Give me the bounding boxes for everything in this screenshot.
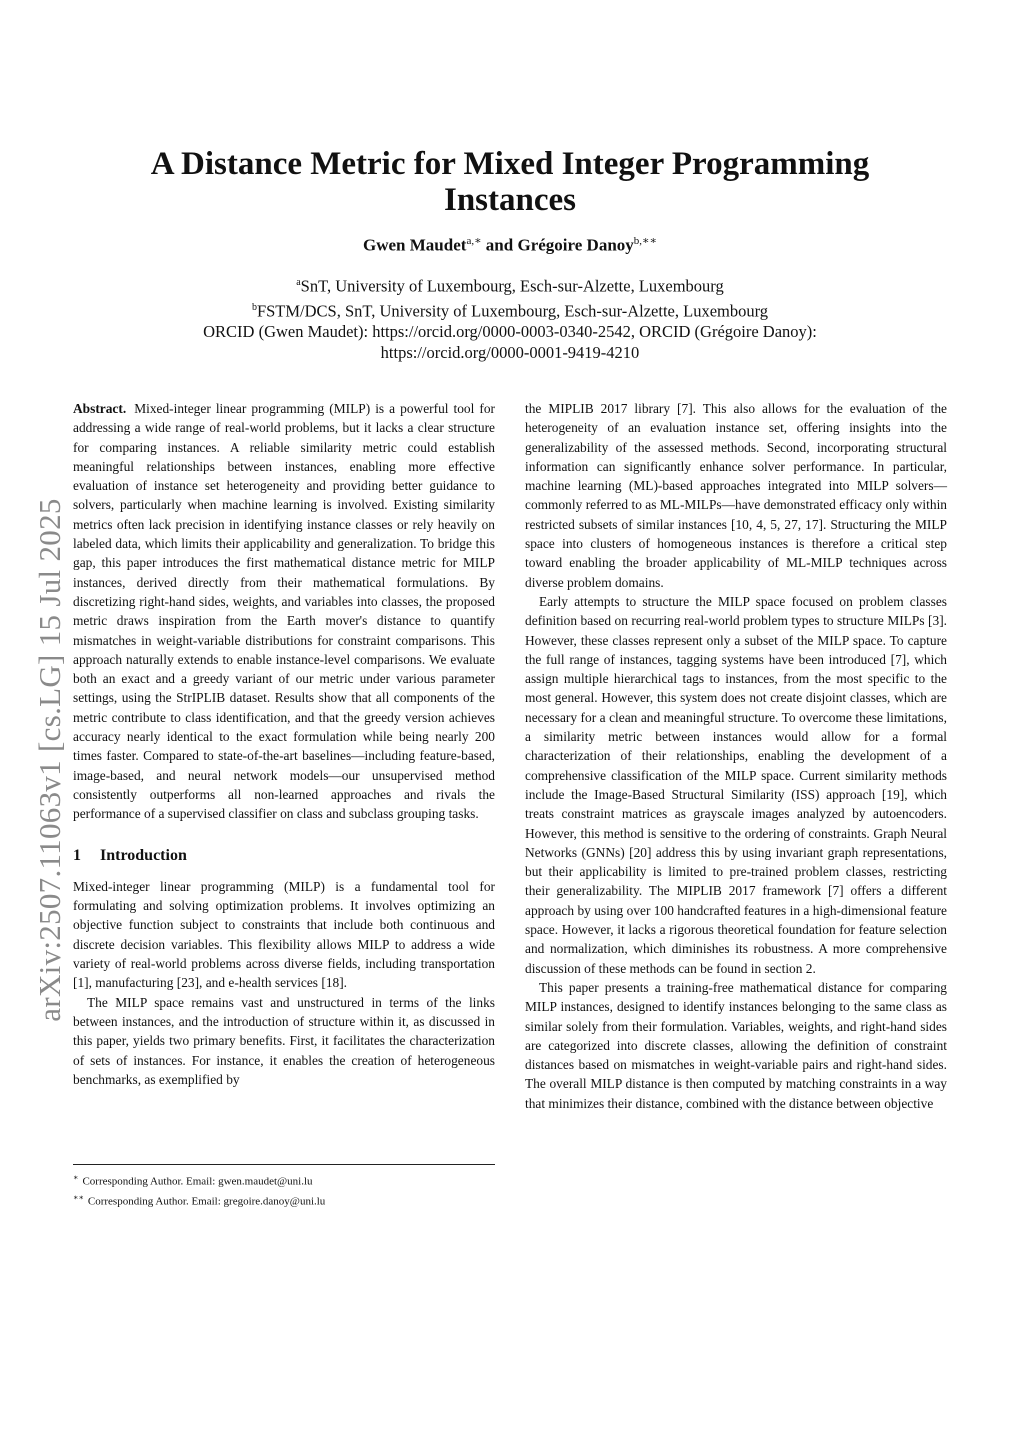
affiliation-b-text: FSTM/DCS, SnT, University of Luxembourg, Esch-sur-Alzette, Luxembourg (256, 301, 769, 320)
right-column (525, 399, 947, 1113)
abstract-text: Mixed-integer linear programming (MILP) is a powerful tool for addressing a wide range of real-world problems, but it lacks a clear structure for comparing instances. A reliable similarity metric could establish meaningful relationships between instances, enabling more effective evaluation of instance set heterogeneity and providing better guidance to solvers, particularly when machine learning is involved. Existing similarity metrics often lack precision in identifying instance classes or rely heavily on labeled data, which limits their applicability and generalization. To bridge this gap, this paper introduces the first mathematical distance metric for MILP instances, derived directly from their mathematical formulations. By discretizing right-hand sides, weights, and variables into classes, the proposed metric draws inspiration from the Earth mover's distance to quantify mismatches in weight-variable distributions for constraint comparisons. This approach naturally extends to enable instance-level comparisons. We evaluate both an exact and a greedy variant of our metric under various parameter settings, using the StrIPLIB dataset. Results show that all components of the metric contribute to class identification, and that the greedy version achieves accuracy nearly identical to the exact formulation while being nearly 200 times faster. Compared to state-of-the-art baselines—including feature-based, image-based, and neural network models—our unsupervised method consistently outperforms all non-learned approaches and rivals the performance of a supervised classifier on class and subclass grouping tasks. (73, 401, 495, 822)
section-heading-introduction (73, 846, 495, 865)
abstract-label: Abstract. (73, 401, 127, 416)
title-line-1: A Distance Metric for Mixed Integer Programming (150, 146, 870, 182)
affiliation-b-mark: b (251, 301, 257, 313)
affiliation-a (120, 272, 900, 297)
intro-paragraph-2: The MILP space remains vast and unstructured in terms of the links between instances, and the introduction of structure within it, as discussed in this paper, yields two primary benefits. First, it facilitates the characterization of sets of instances. For instance, it enables the creation of heterogeneous benchmarks, as exemplified by (73, 994, 495, 1087)
section-number: 1 (73, 846, 81, 864)
footnote-1-text: Corresponding Author. Email: gwen.maudet@uni.lu (82, 1175, 313, 1188)
left-column (73, 399, 495, 1089)
affiliation-a-mark: a (296, 277, 301, 288)
affiliations (120, 272, 900, 363)
author-1-name: Gwen Maudet (363, 235, 467, 255)
affiliation-a-text: SnT, University of Luxembourg, Esch-sur-Alzette, Luxembourg (300, 276, 724, 296)
right-paragraph-3: This paper presents a training-free mathematical distance for comparing MILP instances, designed to identify instances belonging to the same class as similar solely from their formulation. Variables, weights, and right-hand sides are categorized into discrete classes, allowing the definition of constraint distances based on mismatches in weight-variable pairs and right-hand sides. The overall MILP distance is then computed by matching constraints in a way that minimizes their distance, combined with the distance between objective (525, 979, 947, 1111)
intro-paragraph-1: Mixed-integer linear programming (MILP) is a fundamental tool for formulating and solving optimization problems. It involves optimizing an objective function subject to constraints that include both continuous and discrete decision variables. This flexibility allows MILP to address a wide variety of real-world problems across diverse fields, including transportation [1], manufacturing [23], and e-health services [18]. (73, 878, 495, 991)
affiliation-b (120, 297, 900, 322)
footnote-1-mark: ∗ (73, 1173, 79, 1182)
footnote-rule (73, 1164, 495, 1165)
footnote-2 (73, 1190, 495, 1210)
title-line-2: Instances (443, 182, 577, 218)
right-paragraph-1: the MIPLIB 2017 library [7]. This also allows for the evaluation of the heterogeneity of an evaluation instance set, offering insights into the generalizability of the assessed methods. Second, incorporating structural information can significantly enhance solver performance. In particular, machine learning (ML)-based approaches integrated into MILP solvers—commonly referred to as ML-MILPs—have demonstrated efficacy only within restricted subsets of similar instances [10, 4, 5, 27, 17]. Structuring the MILP space into clusters of homogeneous instances is therefore a critical step toward enabling the broader applicability of ML-MILP techniques across diverse problem domains. (525, 401, 947, 590)
orcid-line-2: https://orcid.org/0000-0001-9419-4210 (380, 343, 640, 362)
authors-and: and (485, 235, 514, 255)
right-paragraph-2: Early attempts to structure the MILP space focused on problem classes definition based on recurring real-world problem types to structure MILPs [3]. However, these classes represent only a subset of the MILP space. To capture the full range of instances, tagging systems have been introduced [7], which assign multiple hierarchical tags to instances, from the most specific to the most general. However, this system does not create disjoint classes, which are necessary for a clean and meaningful structure. To overcome these limitations, a similarity metric between instances would allow for a formal characterization of their relationships, enabling the development of a comprehensive classification of the MILP space. Current similarity methods include the Image-Based Structural Similarity (ISS) approach [19], which treats constraint matrices as grayscale images analyzed by autoencoders. However, this method is sensitive to the ordering of constraints. Graph Neural Networks (GNNs) [20] address this by using invariant graph representations, but their applicability is limited to pre-trained problem classes, restricting their generalizability. The MIPLIB 2017 framework [7] offers a different approach by using over 100 handcrafted features in a high-dimensional feature space. However, it lacks a rigorous theoretical foundation for feature selection and normalization, which diminishes its robustness. A more comprehensive discussion of these methods can be found in section 2. (525, 593, 947, 976)
author-2-marks: b,∗∗ (633, 235, 657, 247)
abstract (73, 399, 495, 824)
arxiv-stamp: arXiv:2507.11063v1 [cs.LG] 15 Jul 2025 (32, 498, 67, 1022)
author-2-name: Grégoire Danoy (517, 235, 634, 255)
footnotes (73, 1170, 495, 1209)
authors-line (100, 234, 920, 256)
footnote-2-mark: ∗∗ (73, 1192, 84, 1202)
orcid-line-1: ORCID (Gwen Maudet): https://orcid.org/0000-0003-0340-2542, ORCID (Grégoire Danoy): (203, 322, 817, 341)
footnote-2-text: Corresponding Author. Email: gregoire.danoy@uni.lu (87, 1195, 326, 1208)
footnote-1 (73, 1170, 495, 1190)
section-title: Introduction (100, 846, 187, 864)
author-1-marks: a,∗ (466, 235, 482, 247)
paper-title (100, 146, 920, 218)
